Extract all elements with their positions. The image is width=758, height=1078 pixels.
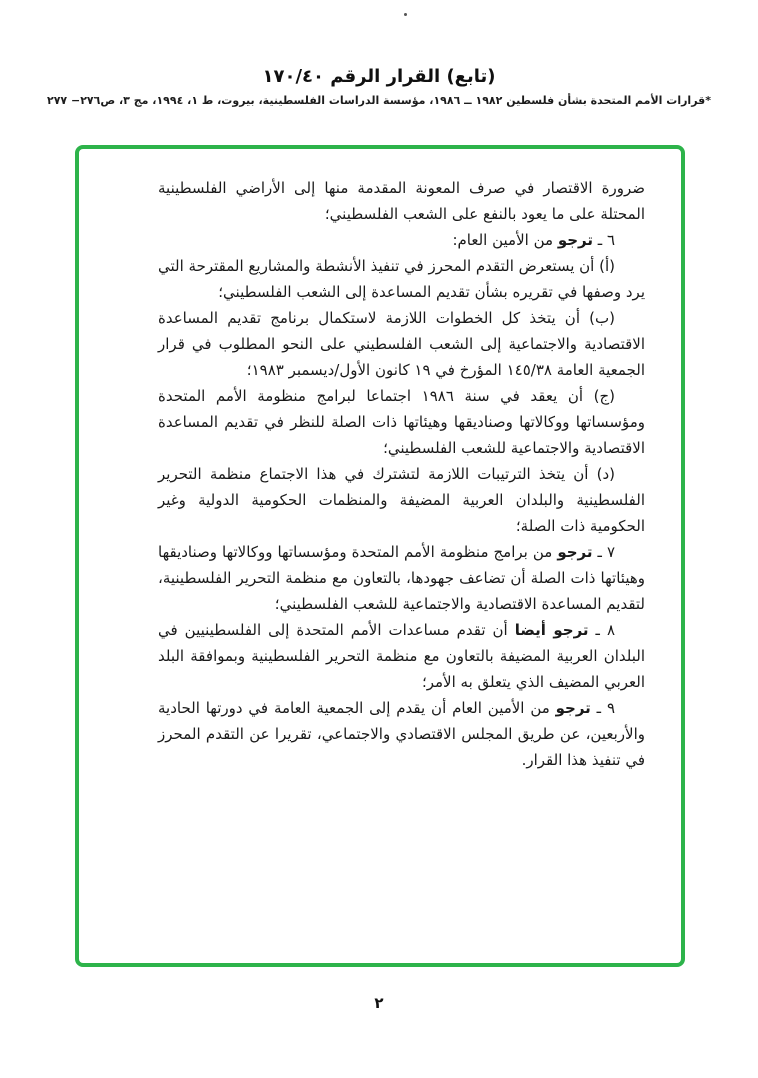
body-text: ٧ ـ — [592, 543, 616, 561]
page-number: ٢ — [374, 994, 384, 1012]
document-paragraphs — [158, 175, 645, 773]
paragraph — [158, 227, 645, 253]
green-frame — [75, 145, 685, 967]
body-text: (أ) أن يستعرض التقدم المحرز في تنفيذ الأنشطة والمشاريع المقترحة التي يرد وصفها في تقريره بشأن تقديم المساعدة إلى الشعب الفلسطيني؛ — [158, 257, 645, 301]
document-title: (تابع) القرار الرقم ١٧٠/٤٠ — [262, 66, 496, 87]
body-text: (ج) أن يعقد في سنة ١٩٨٦ اجتماعا لبرامج منظومة الأمم المتحدة ومؤسساتها ووكالاتها وصناديقها وهيئاتها ذات الصلة للنظر في تقديم المساعدة الاقتصادية والاجتماعية للشعب الفلسطيني؛ — [158, 387, 645, 457]
paragraph — [158, 617, 645, 695]
source-citation: *قرارات الأمم المتحدة بشأن فلسطين ١٩٨٢ ــ ١٩٨٦، مؤسسة الدراسات الفلسطينية، بيروت، ط ١، ١٩٩٤، مج ٣، ص٢٧٦− ٢٧٧ — [46, 94, 712, 107]
emphasized-text: ترجو — [557, 543, 593, 561]
body-text: ضرورة الاقتصار في صرف المعونة المقدمة منها إلى الأراضي الفلسطينية المحتلة على ما يعود بالنفع على الشعب الفلسطيني؛ — [158, 179, 645, 223]
paragraph — [158, 383, 645, 461]
body-text: من الأمين العام: — [452, 231, 558, 249]
body-text: (د) أن يتخذ الترتيبات اللازمة لتشترك في هذا الاجتماع منظمة التحرير الفلسطينية والبلدان العربية المضيفة والمنظمات الحكومية الدولية وغير الحكومية ذات الصلة؛ — [158, 465, 645, 535]
scan-speck — [404, 13, 407, 16]
body-text: ٨ ـ — [588, 621, 616, 639]
paragraph — [158, 539, 645, 617]
emphasized-text: ترجو أيضا — [514, 621, 589, 639]
document-header — [0, 66, 758, 107]
body-text: من برامج منظومة الأمم المتحدة ومؤسساتها ووكالاتها وصناديقها وهيئاتها ذات الصلة أن تضاعف جهودها، بالتعاون مع منظمة التحرير الفلسطينية، لتقديم المساعدة الاقتصادية والاجتماعية للشعب الفلسطيني؛ — [158, 543, 645, 613]
body-text: من الأمين العام أن يقدم إلى الجمعية العامة في دورتها الحادية والأربعين، عن طريق المجلس الاقتصادي والاجتماعي، تقريرا عن التقدم المحرز في تنفيذ هذا القرار. — [158, 699, 645, 769]
emphasized-text: ترجو — [555, 699, 591, 717]
paragraph — [158, 175, 645, 227]
paragraph — [158, 461, 645, 539]
paragraph — [158, 253, 645, 305]
paragraph — [158, 695, 645, 773]
body-text: (ب) أن يتخذ كل الخطوات اللازمة لاستكمال برنامج تقديم المساعدة الاقتصادية والاجتماعية إلى الشعب الفلسطيني على النحو المطلوب في قرار الجمعية العامة ١٤٥/٣٨ المؤرخ في ١٩ كانون الأول/ديسمبر ١٩٨٣؛ — [158, 309, 645, 379]
body-text: أن تقدم مساعدات الأمم المتحدة إلى الفلسطينيين في البلدان العربية المضيفة بالتعاون مع منظمة التحرير الفلسطينية وبموافقة البلد العربي المضيف الذي يتعلق به الأمر؛ — [158, 621, 645, 691]
paragraph — [158, 305, 645, 383]
emphasized-text: ترجو — [557, 231, 593, 249]
body-text: ٩ ـ — [590, 699, 615, 717]
body-text: ٦ ـ — [593, 231, 615, 249]
